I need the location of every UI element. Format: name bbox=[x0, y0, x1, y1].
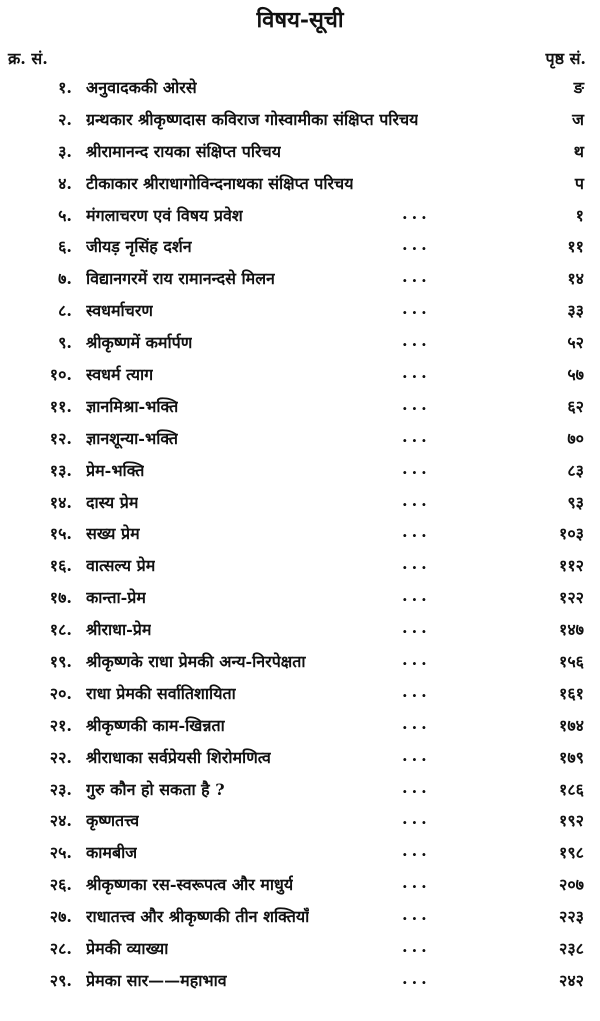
row-page-number: ङ bbox=[573, 78, 584, 97]
row-title: स्वधर्माचरण bbox=[86, 301, 153, 321]
row-number: ४. bbox=[58, 173, 72, 193]
row-title: कृष्णतत्त्व bbox=[86, 811, 140, 831]
row-page-number: ५७ bbox=[567, 365, 584, 385]
row-number: ६. bbox=[58, 237, 72, 257]
row-number: १७. bbox=[49, 588, 72, 608]
row-number: १६. bbox=[49, 556, 72, 576]
leader-dots: ... bbox=[402, 681, 431, 701]
contents-row bbox=[0, 134, 600, 166]
leader-dots: ... bbox=[402, 331, 431, 351]
row-title: अनुवादककी ओरसे bbox=[86, 78, 197, 97]
contents-row bbox=[0, 421, 600, 453]
row-title: कामबीज bbox=[86, 843, 138, 863]
row-number: २७. bbox=[49, 907, 72, 927]
leader-dots: ... bbox=[402, 394, 431, 414]
row-title: प्रेमका सार——महाभाव bbox=[86, 970, 227, 990]
leader-dots: ... bbox=[402, 777, 431, 797]
row-page-number: प bbox=[574, 173, 584, 193]
row-title: राधातत्त्व और श्रीकृष्णकी तीन शक्तियाँ bbox=[86, 907, 310, 927]
row-number: २८. bbox=[49, 939, 72, 959]
row-title: श्रीकृष्णका रस-स्वरूपत्व और माधुर्य bbox=[86, 875, 294, 895]
row-number: २१. bbox=[49, 715, 72, 735]
leader-dots: ... bbox=[402, 905, 431, 925]
leader-dots: ... bbox=[402, 554, 431, 574]
contents-row bbox=[0, 803, 600, 835]
leader-dots: ... bbox=[402, 713, 431, 733]
contents-row bbox=[0, 325, 600, 357]
leader-dots: ... bbox=[402, 363, 431, 383]
contents-row bbox=[0, 740, 600, 772]
contents-row bbox=[0, 485, 600, 517]
row-page-number: १८६ bbox=[559, 779, 584, 799]
row-page-number: १५६ bbox=[559, 652, 584, 672]
contents-row bbox=[0, 166, 600, 198]
row-page-number: १२२ bbox=[559, 588, 584, 608]
contents-row bbox=[0, 899, 600, 931]
leader-dots: ... bbox=[402, 650, 431, 670]
leader-dots: ... bbox=[402, 426, 431, 446]
row-number: ८. bbox=[58, 301, 72, 321]
contents-row bbox=[0, 963, 600, 995]
row-title: स्वधर्म त्याग bbox=[86, 365, 154, 385]
row-number: ३. bbox=[58, 141, 72, 161]
contents-row bbox=[0, 102, 600, 134]
row-page-number: ८३ bbox=[567, 460, 584, 480]
contents-row bbox=[0, 70, 600, 102]
row-title: प्रेमकी व्याख्या bbox=[86, 939, 169, 959]
row-number: २४. bbox=[49, 811, 72, 831]
row-title: दास्य प्रेम bbox=[86, 492, 139, 512]
contents-row bbox=[0, 676, 600, 708]
row-page-number: ११२ bbox=[559, 556, 584, 576]
contents-row bbox=[0, 867, 600, 899]
row-page-number: थ bbox=[573, 141, 584, 161]
row-page-number: १४७ bbox=[559, 620, 584, 640]
contents-row bbox=[0, 835, 600, 867]
contents-row bbox=[0, 261, 600, 293]
row-title: ज्ञानमिश्रा-भक्ति bbox=[86, 396, 179, 416]
contents-row bbox=[0, 389, 600, 421]
row-page-number: २२३ bbox=[559, 907, 584, 927]
row-number: १२. bbox=[49, 428, 72, 448]
leader-dots: ... bbox=[402, 490, 431, 510]
leader-dots: ... bbox=[402, 267, 431, 287]
row-page-number: १७९ bbox=[559, 747, 584, 767]
contents-row bbox=[0, 612, 600, 644]
serial-number-header: क्र. सं. bbox=[8, 49, 48, 68]
leader-dots: ... bbox=[402, 458, 431, 478]
row-number: १४. bbox=[49, 492, 72, 512]
contents-row bbox=[0, 453, 600, 485]
row-title: श्रीराधा-प्रेम bbox=[86, 620, 152, 640]
row-page-number: १०३ bbox=[559, 524, 584, 544]
row-number: १३. bbox=[49, 460, 72, 480]
leader-dots: ... bbox=[402, 522, 431, 542]
row-title: राधा प्रेमकी सर्वातिशायिता bbox=[86, 683, 236, 703]
row-title: श्रीकृष्णमें कर्मार्पण bbox=[86, 333, 193, 353]
row-page-number: ज bbox=[572, 109, 584, 129]
contents-row bbox=[0, 357, 600, 389]
row-number: २३. bbox=[49, 779, 72, 799]
row-title: प्रेम-भक्ति bbox=[86, 460, 145, 480]
contents-row bbox=[0, 293, 600, 325]
row-number: १९. bbox=[49, 652, 72, 672]
row-page-number: ५२ bbox=[567, 333, 584, 353]
row-title: टीकाकार श्रीराधागोविन्दनाथका संक्षिप्त परिचय bbox=[86, 173, 354, 193]
row-number: २९. bbox=[49, 970, 72, 990]
contents-row bbox=[0, 644, 600, 676]
row-title: ज्ञानशून्या-भक्ति bbox=[86, 428, 179, 448]
row-page-number: १७४ bbox=[559, 715, 584, 735]
row-page-number: ७० bbox=[567, 428, 584, 448]
leader-dots: ... bbox=[402, 203, 431, 223]
leader-dots: ... bbox=[402, 235, 431, 255]
row-number: २५. bbox=[49, 843, 72, 863]
contents-row bbox=[0, 548, 600, 580]
row-title: ग्रन्थकार श्रीकृष्णदास कविराज गोस्वामीका संक्षिप्त परिचय bbox=[86, 109, 419, 129]
row-number: २२. bbox=[49, 747, 72, 767]
row-page-number: ३३ bbox=[567, 301, 584, 321]
contents-row bbox=[0, 772, 600, 804]
contents-list bbox=[0, 70, 600, 995]
row-page-number: १ bbox=[575, 205, 584, 225]
row-number: २. bbox=[58, 109, 72, 129]
leader-dots: ... bbox=[402, 745, 431, 765]
row-page-number: ११ bbox=[567, 237, 584, 257]
row-page-number: २०७ bbox=[559, 875, 584, 895]
page-number-header: पृष्ठ सं. bbox=[545, 49, 586, 68]
leader-dots: ... bbox=[402, 299, 431, 319]
row-page-number: ९३ bbox=[567, 492, 584, 512]
row-number: १०. bbox=[49, 365, 72, 385]
row-number: १८. bbox=[49, 620, 72, 640]
row-title: गुरु कौन हो सकता है ? bbox=[86, 779, 225, 799]
leader-dots: ... bbox=[402, 937, 431, 957]
row-title: श्रीकृष्णके राधा प्रेमकी अन्य-निरपेक्षता bbox=[86, 652, 306, 672]
contents-row bbox=[0, 198, 600, 230]
row-page-number: २३८ bbox=[559, 939, 584, 959]
row-title: जीयड़ नृसिंह दर्शन bbox=[86, 237, 192, 257]
row-title: विद्यानगरमें राय रामानन्दसे मिलन bbox=[86, 269, 275, 289]
row-number: ७. bbox=[58, 269, 72, 289]
leader-dots: ... bbox=[402, 618, 431, 638]
contents-row bbox=[0, 708, 600, 740]
leader-dots: ... bbox=[402, 968, 431, 988]
row-page-number: १६१ bbox=[559, 683, 584, 703]
row-title: श्रीकृष्णकी काम-खिन्नता bbox=[86, 715, 225, 735]
row-number: २६. bbox=[49, 875, 72, 895]
row-title: श्रीराधाका सर्वप्रेयसी शिरोमणित्व bbox=[86, 747, 271, 767]
row-number: ९. bbox=[58, 333, 72, 353]
row-number: ५. bbox=[58, 205, 72, 225]
row-page-number: २४२ bbox=[559, 970, 584, 990]
row-title: वात्सल्य प्रेम bbox=[86, 556, 156, 576]
row-number: १. bbox=[58, 78, 72, 97]
row-title: श्रीरामानन्द रायका संक्षिप्त परिचय bbox=[86, 141, 281, 161]
row-page-number: १४ bbox=[567, 269, 584, 289]
contents-row bbox=[0, 229, 600, 261]
leader-dots: ... bbox=[402, 873, 431, 893]
row-number: १५. bbox=[49, 524, 72, 544]
row-page-number: ६२ bbox=[567, 396, 584, 416]
contents-row bbox=[0, 516, 600, 548]
row-title: मंगलाचरण एवं विषय प्रवेश bbox=[86, 205, 243, 225]
row-number: ११. bbox=[49, 396, 72, 416]
contents-row bbox=[0, 931, 600, 963]
leader-dots: ... bbox=[402, 586, 431, 606]
row-title: सख्य प्रेम bbox=[86, 524, 140, 544]
row-page-number: १९२ bbox=[559, 811, 584, 831]
page-title: विषय-सूची bbox=[256, 7, 344, 33]
row-title: कान्ता-प्रेम bbox=[86, 588, 146, 608]
row-page-number: १९८ bbox=[559, 843, 584, 863]
leader-dots: ... bbox=[402, 841, 431, 861]
row-number: २०. bbox=[49, 683, 72, 703]
leader-dots: ... bbox=[402, 809, 431, 829]
contents-row bbox=[0, 580, 600, 612]
